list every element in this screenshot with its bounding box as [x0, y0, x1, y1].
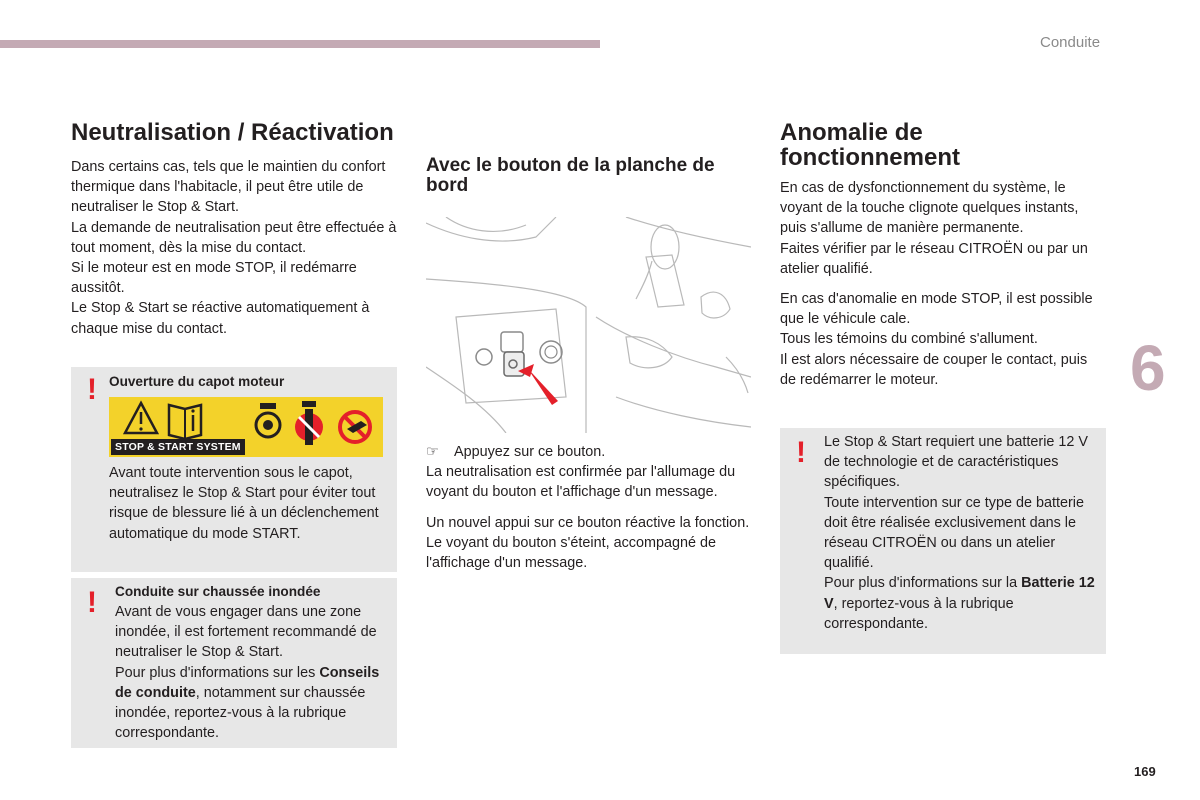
dashboard-button-illustration — [426, 217, 751, 433]
instruction-bullet — [426, 442, 752, 462]
right-paragraph: Il est alors nécessaire de couper le contact, puis de redémarrer le moteur. — [780, 351, 1088, 388]
page-number: 169 — [1134, 764, 1156, 779]
left-body — [71, 157, 401, 339]
stop-start-sticker — [109, 397, 383, 457]
flooded-road-warning-text: Avant de vous engager dans une zone inondée, il est fortement recommandé de neutraliser le Stop & Start. — [115, 604, 377, 661]
header-accent-bar — [0, 40, 600, 48]
right-column — [780, 120, 1106, 170]
middle-title: Avec le bouton de la planche de bord — [426, 155, 715, 196]
flooded-road-warning-more — [115, 663, 391, 744]
right-paragraph: En cas de dysfonctionnement du système, le voyant de la touche clignote quelques instants, puis s'allume de manière permanente. — [780, 180, 1079, 237]
driving-advice-reference: Conseils de conduite — [115, 664, 380, 701]
section-label: Conduite — [1040, 34, 1101, 51]
text-fragment: , notamment sur chaussée inondée, reportez-vous à la rubrique correspondante. — [115, 684, 366, 742]
dashboard-illustration-svg — [426, 217, 751, 433]
middle-paragraph: La neutralisation est confirmée par l'allumage du voyant du bouton et l'affichage d'un message. — [426, 464, 736, 501]
hood-warning-text: Avant toute intervention sous le capot, neutralisez le Stop & Start pour éviter tout risque de blessure lié à un déclenchement automatique du mode START. — [109, 465, 379, 542]
battery-warning-text: Toute intervention sur ce type de batterie doit être réalisée exclusivement dans le réseau CITROËN ou dans un atelier qualifié. — [824, 494, 1084, 572]
right-paragraph: En cas d'anomalie en mode STOP, il est possible que le véhicule cale. — [780, 291, 1093, 328]
middle-column — [426, 156, 752, 196]
flooded-road-warning-title: Conduite sur chaussée inondée — [115, 584, 321, 599]
warning-icon: ! — [796, 436, 806, 469]
left-paragraph: Dans certains cas, tels que le maintien du confort thermique dans l'habitacle, il peut être utile de neutraliser le Stop & Start. — [71, 159, 386, 216]
instruction-text: Appuyez sur ce bouton. — [454, 444, 606, 460]
warning-icon: ! — [87, 373, 97, 406]
left-paragraph: La demande de neutralisation peut être effectuée à tout moment, dès la mise du contact. — [71, 219, 397, 256]
flooded-road-warning-content — [115, 582, 391, 743]
sticker-label: STOP & START SYSTEM — [111, 439, 245, 455]
battery-warning-content — [824, 432, 1100, 634]
right-paragraph: Tous les témoins du combiné s'allument. — [780, 331, 1038, 348]
right-title: Anomalie de fonctionnement — [780, 119, 960, 172]
right-body-block-1 — [780, 178, 1106, 279]
right-body-block-2 — [780, 289, 1106, 390]
chapter-number: 6 — [1130, 332, 1166, 404]
left-paragraph: Si le moteur est en mode STOP, il redémarre aussitôt. — [71, 260, 357, 297]
battery-warning-text: Le Stop & Start requiert une batterie 12 V de technologie et de caractéristiques spécifiques. — [824, 434, 1088, 491]
middle-paragraph: Un nouvel appui sur ce bouton réactive la fonction. — [426, 514, 750, 531]
text-fragment: , reportez-vous à la rubrique correspondante. — [824, 595, 1014, 632]
middle-paragraph: Le voyant du bouton s'éteint, accompagné de l'affichage d'un message. — [426, 534, 716, 572]
right-paragraph: Faites vérifier par le réseau CITROËN ou par un atelier qualifié. — [780, 240, 1088, 277]
pointing-hand-icon: ☞ — [426, 444, 439, 460]
left-paragraph: Le Stop & Start se réactive automatiquement à chaque mise du contact. — [71, 300, 370, 337]
flooded-road-warning-box — [71, 578, 397, 748]
middle-body — [426, 442, 752, 573]
battery-warning-more — [824, 573, 1100, 634]
hood-warning-box — [71, 367, 397, 572]
left-column — [71, 120, 401, 145]
hood-warning-title: Ouverture du capot moteur — [109, 374, 285, 389]
text-fragment: Pour plus d'informations sur la — [824, 575, 1022, 592]
battery-warning-box — [780, 428, 1106, 654]
left-title: Neutralisation / Réactivation — [71, 119, 394, 146]
warning-icon: ! — [87, 586, 97, 619]
battery-reference: Batterie 12 V — [824, 575, 1095, 612]
text-fragment: Pour plus d'informations sur les — [115, 664, 320, 681]
